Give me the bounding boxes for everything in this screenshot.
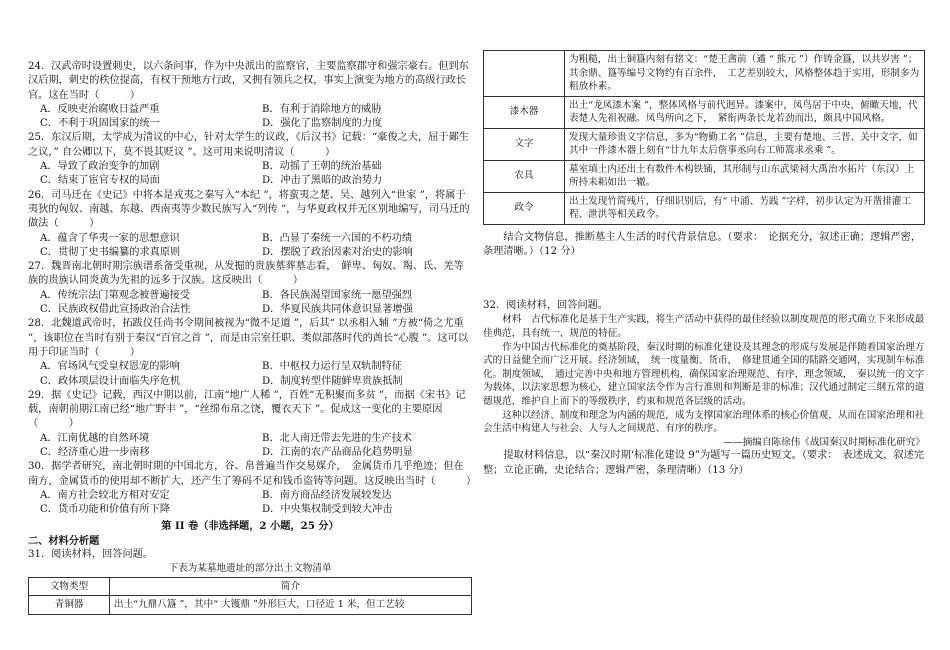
- option-a: A．江南优越的自然环境: [40, 432, 150, 444]
- option-d: D．冲击了黑暗的政治势力: [262, 175, 383, 187]
- option-a: A．导致了政治变争的加剧: [40, 161, 160, 173]
- option-c: C．政体项层设计面临失序危机: [40, 375, 181, 387]
- question-32-intro: 32．阅读材料，回答问题。: [483, 300, 609, 312]
- table-cell-type: 农具: [484, 160, 565, 192]
- table-cell-type: 青铜器: [29, 596, 110, 615]
- table-row: [484, 51, 925, 97]
- question-28: [28, 317, 472, 388]
- table-cell-desc: 出土“九鼎八簋 ”，其中“ 大镬鼎 ”外形巨大，口径近 1 米，但工艺较: [110, 596, 472, 615]
- material-source: ——摘编自陈徐伟《战国秦汉时期标准化研究》: [723, 436, 925, 448]
- option-d: D．中央集权制受到较大冲击: [262, 504, 393, 516]
- table-cell-desc: 墓室填土内还出土有数件木构铁锸，其形制与山东武梁祠大禹治水拓片（东汉）上所持耒耜如出一辙。: [565, 160, 925, 192]
- table-row: [484, 160, 925, 192]
- table-cell-desc: 为粗糙，出土铜簋内刻有铭文：“楚王酓前（遹 “ 熊元 ”）作铸金簋，以共岁害 ”；其余鼎、簋等编号文物约有百余件， 工艺差别较大，风格整体趋于实用，形制多为粗放朴素。: [565, 51, 925, 97]
- option-c: C．结束了宦官专权的局面: [40, 175, 160, 187]
- question-stem: 28．北魏道武帝时，拓跋仪任尚书令期间被视为“微不足道 ”，后其“ 以丞相入辅 ”方被“倚之尤重 ”，该职位在当时有别于秦汉“百官之首 ”，而是由宗室任职、类似部落时代的酋长“心腹 ”。这可以用于印证当时（ ）: [28, 318, 469, 358]
- option-d: D．华夏民族共同体意识显著增强: [262, 304, 413, 316]
- material-paragraph: 这种以经济、制度和理念为内涵的规范，成为支撑国家治理体系的核心价值观，从而在国家治理和社会生活中构建人与社会、人与人之间规范、有序的秩序。: [483, 409, 925, 435]
- question-stem: 26．司马迁在《史记》中将本是戎夷之秦写入“本纪 ”，将蛮夷之楚、吴、越列入“世家 ”，将属于夷狄的匈奴、南越、东越、西南夷等少数民族写入“列传 ”，与华夏政权并无区别地编写，司马迁的做法（ ）: [28, 189, 470, 230]
- question-26: [28, 189, 472, 260]
- table-cell-desc: 发现大量珍贵文字信息，多为“物勤工名 ”信息，主要有楚地、三晋、关中文字，如其中一件漆木器上刻有“廿九年太后詹事丞向右工师篙求丞乘 ”。: [565, 128, 925, 160]
- question-32-task: 提取材料信息，以“秦汉时期‘标准化建设 9”为题写一篇历史短文。（要求： 表述成文，叙述完整；立论正确，史论结合；逻辑严密，条理清晰）（13 分）: [483, 450, 925, 476]
- table-row: [484, 192, 925, 224]
- question-29: [28, 389, 472, 460]
- option-b: B．动摇了王朝的统治基础: [262, 161, 382, 173]
- question-31-task: 结合文物信息，推断墓主人生活的时代背景信息。（要求： 论据充分，叙述正确；逻辑严密，条理清晰。）（12 分）: [483, 231, 922, 257]
- material-paragraph: 作为中国古代标准化的奠基阶段，秦汉时期的标准化建设及其理念的形成与发展是伴随着国家治理方式的日益健全而广泛开展。经济领域， 统一度量衡、货币， 修建贯通全国的陆路交通网，实现制车标准化。制度领域， 通过完善中央和地方管理机构，确保国家治理规范、有序，理念领域， 秦以统一的文字为载体，以法家思想为核心，建立国家法令作为言行准则和判断是非的标准；汉代通过制定三纲五常的道德规范，维护自上而下的等级秩序，约束和规范各层级的活动。: [483, 341, 925, 407]
- option-a: A．反映吏治腐败日益严重: [40, 103, 160, 115]
- artifact-table: [28, 577, 472, 615]
- table-row: [484, 128, 925, 160]
- option-c: C．民族政权借此宣扬政治合法性: [40, 304, 191, 316]
- question-stem: 25．东汉后期，太学成为清议的中心，针对太学生的议政，《后汉书》记载：“豪俊之夫，屈于鄙生之议，” 自公卿以下，莫不畏其贬议 ”。这可用来说明清议（ ）: [28, 132, 469, 158]
- material-block: [483, 313, 925, 449]
- question-31-intro: 31．阅读材料，回答问题。: [28, 549, 154, 561]
- table-cell-desc: 出土发现竹简残片，仔细识别后，有“ 中浦、艻践 ”字样，初步认定为开凿排灌工程、泄洪等相关政令。: [565, 192, 925, 224]
- table-cell-type: 政令: [484, 192, 565, 224]
- section-title: 第 II 卷（非选择题，2 小题，25 分）: [161, 519, 339, 532]
- option-c: C．经济重心进一步南移: [40, 447, 150, 459]
- question-stem: 27．魏晋南北朝时期宗族谱系备受重视，从发掘的贵族墓葬墓志看， 鲜卑、匈奴、羯、氐、羌等族的贵族认同炎黄为先祖的远多于汉族。这反映出（ ）: [28, 261, 464, 287]
- option-d: D．强化了监察制度的力度: [262, 118, 383, 130]
- table-header-cell: 简介: [110, 577, 472, 596]
- artifact-table-continued: [483, 50, 925, 225]
- table-cell-type: 漆木器: [484, 96, 565, 128]
- table-header-row: [29, 577, 472, 596]
- question-stem: 24．汉武帝时设置刺史，以六条问事，作为中央派出的监察官，主要监察郡守和强宗豪右。但到东汉后期，刺史的秩位提高，有权干预地方行政，又拥有领兵之权，事实上演变为地方的高级行政长官。这在当时（ ）: [28, 61, 469, 101]
- question-24: [28, 60, 472, 131]
- option-d: D．制度转型伴随鲜卑贵族抵制: [262, 375, 403, 387]
- left-column: [28, 60, 477, 615]
- table-cell-type: 文字: [484, 128, 565, 160]
- option-d: D．摆脱了政治因素对治史的影响: [262, 246, 413, 258]
- question-stem: 30．据学者研究，南北朝时期的中国北方，谷、帛普遍当作交易媒介， 金属货币几乎绝迹；但在南方，金属货币的使用却不断扩大，还产生了筹码不足和钱币盗铸等问题。这反映出当时（ ）: [28, 461, 477, 487]
- question-27: [28, 260, 472, 317]
- table-row: [484, 96, 925, 128]
- option-c: C．货币功能和价值有所下降: [40, 504, 171, 516]
- subsection-title: 二、材料分析题: [28, 534, 100, 547]
- question-stem: 29．据《史记》记载，西汉中期以前，江南“地广人稀 ”，百姓“无积聚而多贫 ”，而据《宋书》记载，南朝前期江南已经“地广野丰 ”，“丝绵布帛之饶，覆衣天下 ”。促成这一变化的主要原因（ ）: [28, 389, 466, 430]
- right-column: [483, 50, 925, 478]
- material-paragraph: 材料 古代标准化是基于生产实践，将生产活动中获得的最佳经验以制度规范的形式确立下来形成最佳典范，具有统一、规范的特征。: [483, 314, 925, 339]
- option-b: B．北人南迁带去先进的生产技术: [262, 432, 413, 444]
- option-b: B．有利于消除地方的威胁: [262, 103, 382, 115]
- table-row: [29, 596, 472, 615]
- table-cell-desc: 出土“龙凤漆木案 ”，整体风格与前代迥异。漆案中，凤鸟居于中央，俯瞰天地，代表楚人先祖祝融。凤鸟所向之下， 紧衔两条长龙若劲而出，颇具中国风格。: [565, 96, 925, 128]
- option-c: C．贯彻了史书编纂的求真原则: [40, 246, 181, 258]
- option-b: B．凸显了秦统一六国的不朽功绩: [262, 232, 413, 244]
- option-b: B．中枢权力运行呈双轨制特征: [262, 361, 402, 373]
- option-a: A．传统宗法门第观念被普遍接受: [40, 289, 190, 301]
- option-c: C．不利于巩固国家的统一: [40, 118, 160, 130]
- option-a: A．南方社会较北方相对安定: [40, 489, 170, 501]
- option-a: A．官场风气受皇权恩宠的影响: [40, 361, 180, 373]
- question-30: [28, 460, 477, 517]
- option-a: A．蕴含了华夷一家的思想意识: [40, 232, 180, 244]
- option-d: D．江南的农产品商品化趋势明显: [262, 447, 413, 459]
- table-caption: 下表为某墓地遗址的部分出土文物清单: [168, 563, 332, 575]
- table-cell-type: [484, 51, 565, 97]
- table-header-cell: 文物类型: [29, 577, 110, 596]
- option-b: B．南方商品经济发展较发达: [262, 489, 392, 501]
- question-25: [28, 131, 472, 188]
- option-b: B．各民族渴望国家统一愿望强烈: [262, 289, 413, 301]
